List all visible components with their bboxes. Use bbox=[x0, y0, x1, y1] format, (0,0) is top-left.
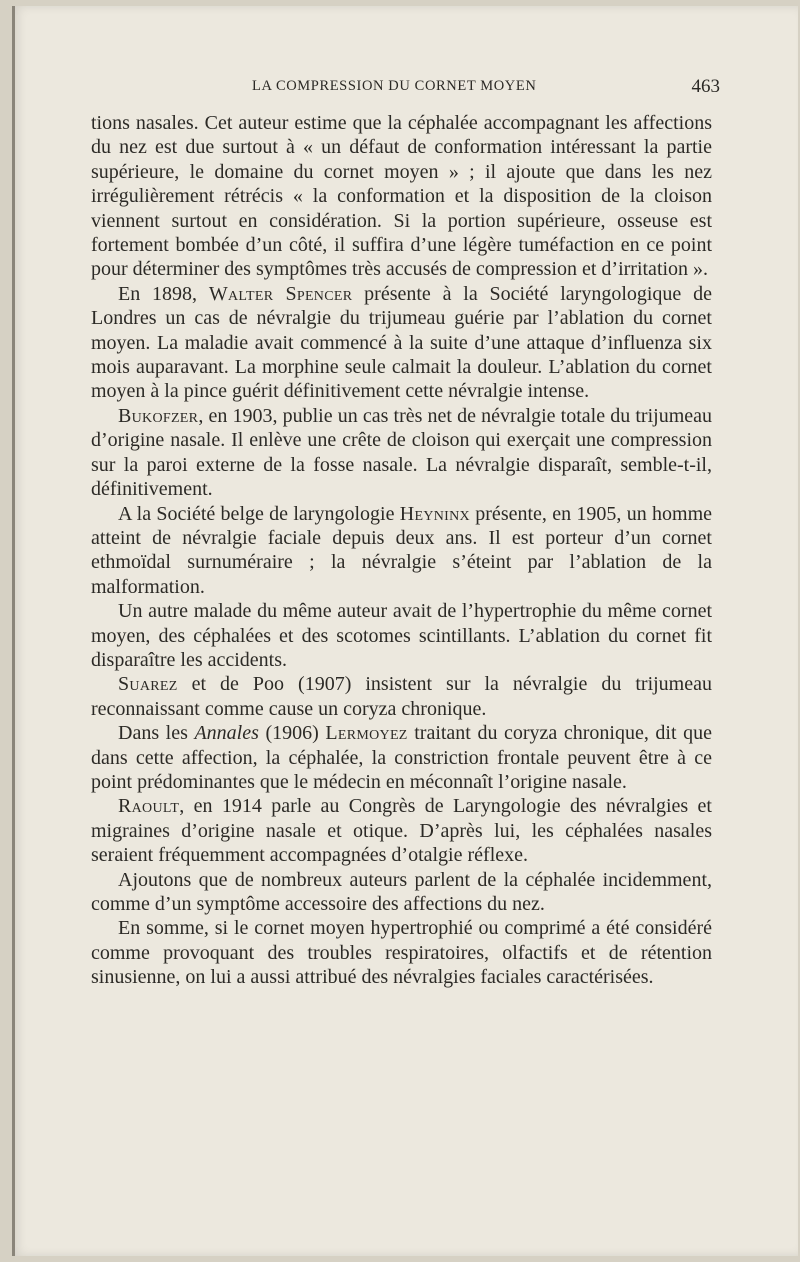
author-name: Lermoyez bbox=[325, 722, 408, 745]
paragraph: A la Société belge de laryngologie Heyninx présente, en 1905, un homme atteint de névralgie faciale depuis deux ans. Il est porteur d’un cornet ethmoïdal surnuméraire ; la névralgie s’éteint par l’ablation de la malformation. bbox=[91, 502, 713, 598]
page-binding-edge bbox=[12, 6, 15, 1256]
author-name: Heyninx bbox=[399, 502, 470, 525]
page-header bbox=[100, 76, 720, 98]
paragraph: Ajoutons que de nombreux auteurs parlent de la céphalée incidemment, comme d’un symptôme accessoire des affections du nez. bbox=[91, 868, 712, 915]
author-name: Suarez bbox=[118, 673, 178, 696]
paragraph: Raoult, en 1914 parle au Congrès de Laryngologie des névralgies et migraines d’origine nasale et otique. D’après lui, les céphalées nasales seraient fréquemment accompagnées d’otalgie réflexe. bbox=[91, 795, 712, 867]
author-name: Raoult bbox=[118, 795, 180, 818]
paragraph: Suarez et de Poo (1907) insistent sur la névralgie du trijumeau reconnaissant comme cause un coryza chronique. bbox=[91, 673, 712, 720]
page-number: 463 bbox=[691, 76, 720, 97]
journal-title: Annales bbox=[194, 722, 259, 745]
author-name: Walter Spencer bbox=[208, 282, 353, 305]
body-text bbox=[91, 111, 712, 990]
paragraph: Un autre malade du même auteur avait de l’hypertrophie du même cornet moyen, des céphalées et des scotomes scintillants. L’ablation du cornet fit disparaître les accidents. bbox=[91, 600, 712, 671]
running-title: LA COMPRESSION DU CORNET MOYEN bbox=[252, 78, 537, 94]
author-name: Bukofzer bbox=[118, 404, 199, 427]
paragraph: Dans les Annales (1906) Lermoyez traitant du coryza chronique, dit que dans cette affection, la céphalée, la constriction frontale peuvent être à ce point prédominantes que le médecin en méconnaît l’origine nasale. bbox=[91, 722, 712, 793]
paragraph: Bukofzer, en 1903, publie un cas très net de névralgie totale du trijumeau d’origine nasale. Il enlève une crête de cloison qui exerçait une compression sur la paroi externe de la fosse nasale. La névralgie disparaît, semble-t-il, définitivement. bbox=[91, 404, 712, 501]
paragraph: En 1898, Walter Spencer présente à la Société laryngologique de Londres un cas de névralgie du trijumeau guérie par l’ablation du cornet moyen. La maladie avait commencé à la suite d’une attaque d’influenza six mois auparavant. La morphine seule calmait la douleur. L’ablation du cornet moyen à la pince guérit définitivement cette névralgie intense. bbox=[91, 282, 712, 403]
paragraph: En somme, si le cornet moyen hypertrophié ou comprimé a été considéré comme provoquant des troubles respiratoires, olfactifs et de rétention sinusienne, on lui a aussi attribué des névralgies faciales caractérisées. bbox=[91, 917, 712, 989]
paragraph: tions nasales. Cet auteur estime que la céphalée accompagnant les affections du nez est due surtout à « un défaut de conformation intéressant la partie supérieure, le domaine du cornet moyen » ; il ajoute que dans les nez irrégulièrement rétrécis « la conformation et la disposition de la cloison viennent surtout en considération. Si la portion supérieure, osseuse est fortement bombée d’un côté, il suffira d’une légère tuméfaction en ce point pour déterminer des symptômes très accusés de compression et d’irritation ». bbox=[91, 112, 712, 281]
